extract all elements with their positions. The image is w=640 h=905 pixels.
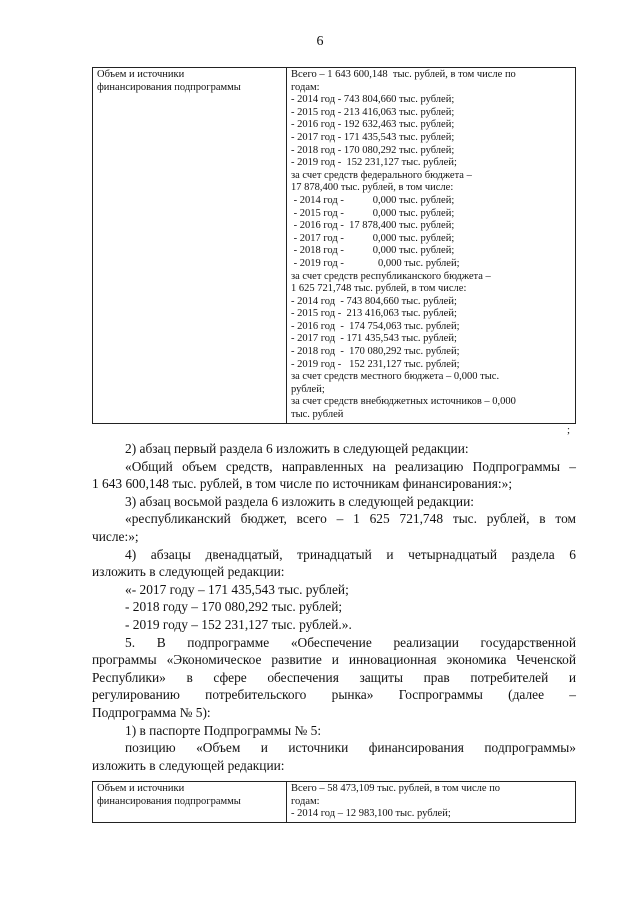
- financing-table-2: [92, 781, 576, 823]
- table-row: [93, 68, 576, 424]
- paragraph: «- 2017 году – 171 435,543 тыс. рублей;: [125, 581, 349, 597]
- table-line: 1 625 721,748 тыс. рублей, в том числе:: [291, 283, 467, 295]
- table-line: - 2016 год - 174 754,063 тыс. рублей;: [291, 320, 460, 332]
- table-content-cell: [287, 782, 576, 823]
- table-line: годам:: [291, 81, 320, 93]
- paragraph: позицию «Объем и источники финансирования подпрограммы»: [125, 740, 576, 756]
- label-line: Объем и источники: [97, 783, 185, 794]
- table-line: за счет средств федерального бюджета –: [291, 169, 472, 181]
- paragraph: 4) абзацы двенадцатый, тринадцатый и четырнадцатый раздела 6: [125, 546, 576, 562]
- label-line: финансирования подпрограммы: [97, 81, 241, 93]
- table-line: за счет средств республиканского бюджета –: [291, 270, 491, 282]
- table-line: - 2014 год - 743 804,660 тыс. рублей;: [291, 295, 457, 307]
- table-content-cell: [287, 68, 576, 424]
- table-line: - 2014 год – 12 983,100 тыс. рублей;: [291, 808, 451, 820]
- table-line: Всего – 58 473,109 тыс. рублей, в том числе по: [291, 783, 501, 794]
- table-line: - 2014 год - 0,000 тыс. рублей;: [291, 194, 455, 206]
- table-line: - 2015 год - 0,000 тыс. рублей;: [291, 207, 455, 219]
- paragraph: «республиканский бюджет, всего – 1 625 721,748 тыс. рублей, в том: [125, 511, 576, 527]
- paragraph: 2) абзац первый раздела 6 изложить в следующей редакции:: [125, 441, 469, 456]
- table-line: - 2017 год - 171 435,543 тыс. рублей;: [291, 131, 455, 143]
- paragraph: «Общий объем средств, направленных на реализацию Подпрограммы –: [125, 458, 576, 474]
- table-line: - 2016 год - 17 878,400 тыс. рублей;: [291, 220, 455, 232]
- paragraph: регулированию потребительского рынка» Госпрограммы (далее –: [92, 687, 576, 703]
- paragraph: числе:»;: [92, 528, 139, 544]
- table-line: - 2019 год - 0,000 тыс. рублей;: [291, 257, 460, 269]
- table-line: - 2016 год - 192 632,463 тыс. рублей;: [291, 119, 455, 131]
- paragraph: изложить в следующей редакции:: [92, 757, 285, 773]
- table-line: годам:: [291, 795, 320, 807]
- table-line: 17 878,400 тыс. рублей, в том числе:: [291, 182, 454, 194]
- table-line: рублей;: [291, 383, 325, 395]
- financing-table-1: [92, 67, 576, 424]
- table-line: - 2017 год - 171 435,543 тыс. рублей;: [291, 333, 457, 345]
- paragraph: Республики» в сфере обеспечения защиты прав потребителей и: [92, 669, 576, 685]
- trailing-semicolon: ;: [567, 424, 571, 436]
- label-line: финансирования подпрограммы: [97, 795, 241, 807]
- page-number: 6: [316, 34, 324, 49]
- table-line: - 2019 год - 152 231,127 тыс. рублей;: [291, 157, 457, 169]
- paragraph: 1) в паспорте Подпрограммы № 5:: [125, 722, 322, 738]
- label-line: Объем и источники: [97, 69, 185, 80]
- table-line: - 2018 год - 0,000 тыс. рублей;: [291, 245, 455, 257]
- paragraph: изложить в следующей редакции:: [92, 564, 285, 580]
- paragraph: Подпрограмма № 5):: [92, 704, 211, 720]
- paragraph: - 2018 году – 170 080,292 тыс. рублей;: [125, 599, 343, 615]
- table-line: - 2018 год - 170 080,292 тыс. рублей;: [291, 346, 460, 358]
- table-label-cell: [93, 782, 287, 823]
- table-line: - 2015 год - 213 416,063 тыс. рублей;: [291, 308, 457, 320]
- table-line: за счет средств местного бюджета – 0,000 тыс.: [291, 371, 500, 383]
- paragraph: 5. В подпрограмме «Обеспечение реализации государственной: [125, 634, 576, 650]
- body-text: [92, 440, 576, 774]
- table-line: - 2017 год - 0,000 тыс. рублей;: [291, 232, 455, 244]
- table-line: - 2019 год - 152 231,127 тыс. рублей;: [291, 358, 460, 370]
- table-line: Всего – 1 643 600,148 тыс. рублей, в том числе по: [291, 69, 516, 80]
- table-row: [93, 782, 576, 823]
- table-label-cell: [93, 68, 287, 424]
- table-line: - 2018 год - 170 080,292 тыс. рублей;: [291, 144, 455, 156]
- table-line: за счет средств внебюджетных источников – 0,000: [291, 396, 516, 408]
- paragraph: 1 643 600,148 тыс. рублей, в том числе по источникам финансирования:»;: [92, 476, 513, 492]
- table-line: тыс. рублей: [291, 409, 344, 421]
- paragraph: программы «Экономическое развитие и инновационная экономика Чеченской: [92, 652, 576, 668]
- paragraph: 3) абзац восьмой раздела 6 изложить в следующей редакции:: [125, 493, 474, 509]
- table-line: - 2015 год - 213 416,063 тыс. рублей;: [291, 106, 455, 118]
- table-line: - 2014 год - 743 804,660 тыс. рублей;: [291, 94, 455, 106]
- paragraph: - 2019 году – 152 231,127 тыс. рублей.».: [125, 616, 352, 632]
